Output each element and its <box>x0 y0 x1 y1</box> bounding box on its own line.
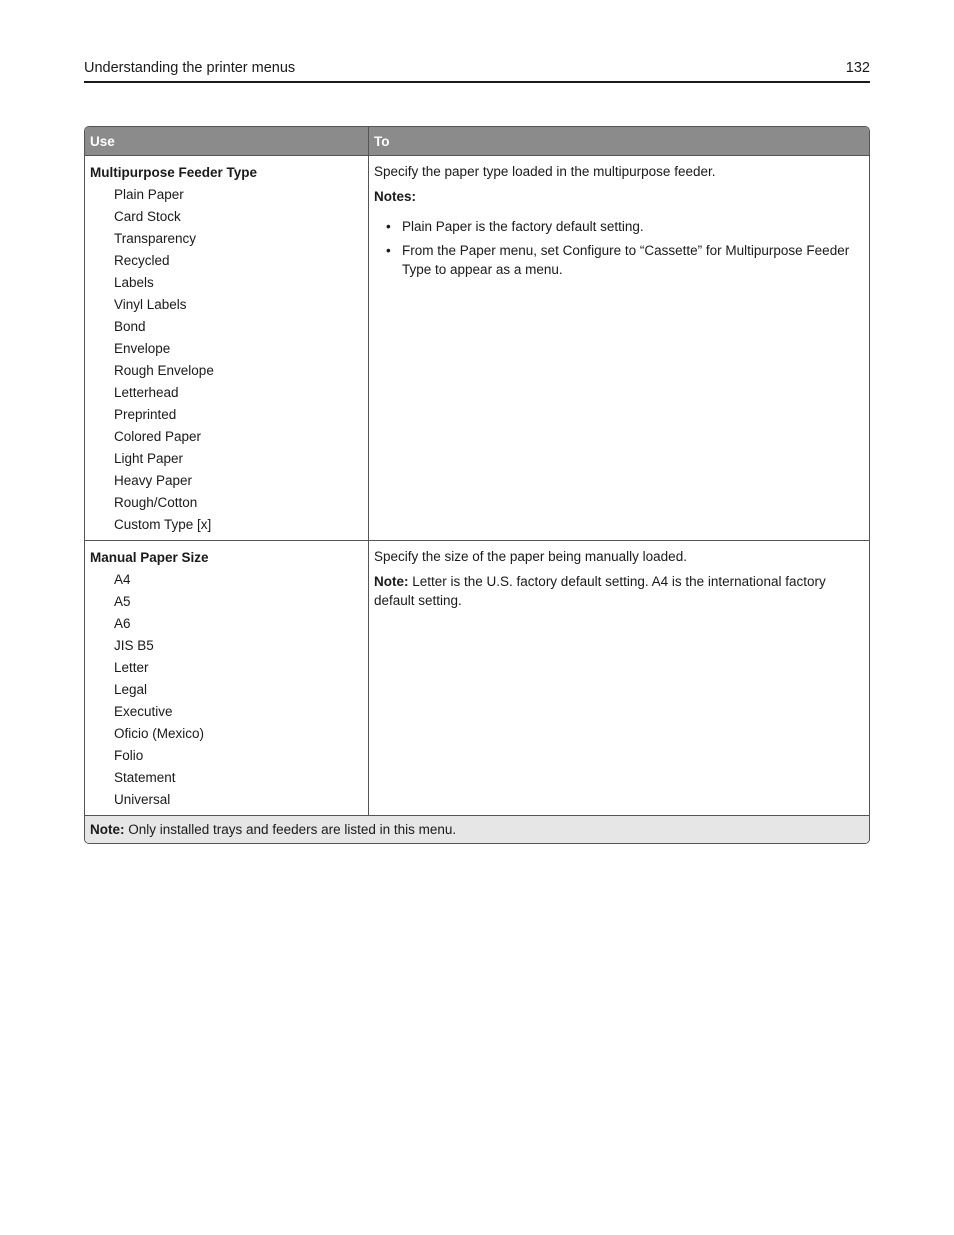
option-item: Preprinted <box>114 407 177 422</box>
setting-name: Manual Paper Size <box>90 550 209 565</box>
option-item: Statement <box>114 770 176 785</box>
option-item: Transparency <box>114 231 197 246</box>
bullet-icon: • <box>386 243 391 258</box>
note-text: Letter is the U.S. factory default setting. A4 is the international factory default setting. <box>374 574 826 608</box>
setting-name: Multipurpose Feeder Type <box>90 165 258 180</box>
note-item <box>374 217 863 236</box>
notes-label: Notes: <box>374 189 417 204</box>
option-item: Heavy Paper <box>114 473 193 488</box>
option-item: Labels <box>114 275 154 290</box>
note-text: From the Paper menu, set Configure to “Cassette” for Multipurpose Feeder Type to appear as a menu. <box>402 243 850 277</box>
option-item: A4 <box>114 572 131 587</box>
table-row <box>85 540 869 815</box>
use-cell <box>85 156 369 540</box>
option-item: Oficio (Mexico) <box>114 726 205 741</box>
option-item: Card Stock <box>114 209 181 224</box>
note-item <box>374 241 863 279</box>
note-text: Plain Paper is the factory default setting. <box>402 219 644 234</box>
note-label: Note: <box>374 574 409 589</box>
option-item: Executive <box>114 704 173 719</box>
column-header-to: To <box>374 134 390 149</box>
option-item: Letterhead <box>114 385 179 400</box>
use-cell <box>85 541 369 815</box>
option-item: JIS B5 <box>114 638 154 653</box>
option-item: Envelope <box>114 341 171 356</box>
option-item: Recycled <box>114 253 170 268</box>
option-item: Universal <box>114 792 171 807</box>
option-item: Colored Paper <box>114 429 202 444</box>
page-title: Understanding the printer menus <box>84 60 296 76</box>
notes-list <box>374 217 863 279</box>
page-header <box>84 60 870 83</box>
option-item: Vinyl Labels <box>114 297 187 312</box>
to-cell <box>369 156 869 540</box>
page-number: 132 <box>845 60 870 76</box>
option-item: Bond <box>114 319 146 334</box>
column-header-use: Use <box>85 127 369 155</box>
table-header <box>85 127 869 155</box>
option-item: Rough/Cotton <box>114 495 198 510</box>
footer-note-text: Only installed trays and feeders are listed in this menu. <box>124 822 457 837</box>
setting-description: Specify the size of the paper being manually loaded. <box>374 549 687 564</box>
option-item: Rough Envelope <box>114 363 214 378</box>
option-item: Custom Type [x] <box>114 517 212 532</box>
table-row <box>85 155 869 540</box>
to-cell <box>369 541 869 815</box>
note-paragraph <box>374 572 863 610</box>
option-item: A6 <box>114 616 131 631</box>
option-item: Plain Paper <box>114 187 184 202</box>
setting-description: Specify the paper type loaded in the multipurpose feeder. <box>374 164 716 179</box>
menu-table <box>84 126 870 844</box>
option-item: Legal <box>114 682 148 697</box>
option-item: Light Paper <box>114 451 184 466</box>
bullet-icon: • <box>386 219 391 234</box>
table-footer-note <box>85 815 869 843</box>
footer-note-label: Note: <box>90 822 125 837</box>
option-item: A5 <box>114 594 131 609</box>
option-item: Folio <box>114 748 144 763</box>
option-item: Letter <box>114 660 149 675</box>
